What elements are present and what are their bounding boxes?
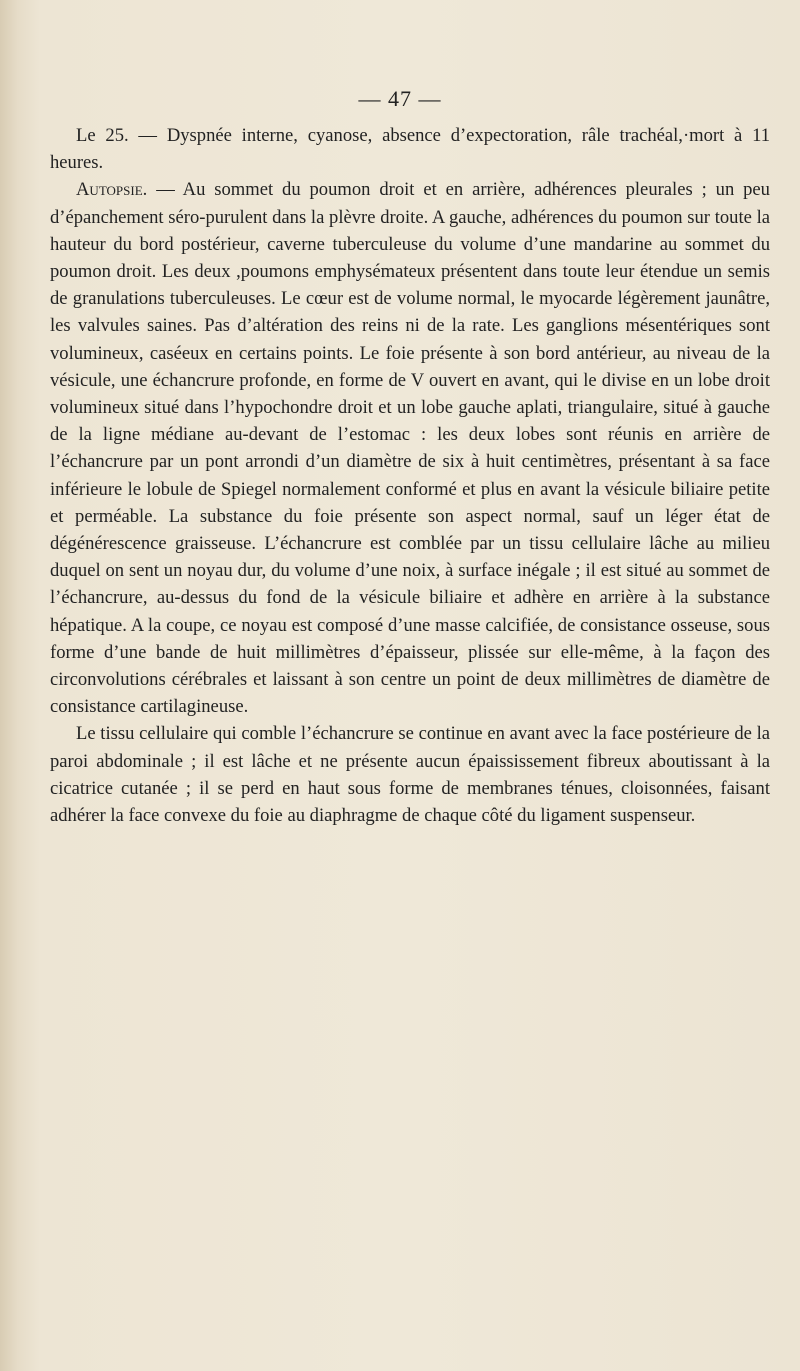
paragraph-autopsy [50, 176, 770, 720]
page-number: — 47 — [358, 86, 442, 111]
autopsy-text: — Au sommet du poumon droit et en arrière, adhérences pleurales ; un peu d’épanchement séro-purulent dans la plèvre droite. A gauche, adhérences du poumon sur toute la hauteur du bord postérieur, caverne tuberculeuse du volume d’une mandarine au sommet du poumon droit. Les deux ,poumons emphysémateux présentent dans toute leur étendue un semis de granulations tuberculeuses. Le cœur est de volume normal, le myocarde légèrement jaunâtre, les valvules saines. Pas d’altération des reins ni de la rate. Les ganglions mésentériques sont volumineux, caséeux en certains points. Le foie présente à son bord antérieur, au niveau de la vésicule, une échancrure profonde, en forme de V ouvert en avant, qui le divise en un lobe droit volumineux situé dans l’hypochondre droit et un lobe gauche aplati, triangulaire, situé à gauche de la ligne médiane au-devant de l’estomac : les deux lobes sont réunis en arrière de l’échancrure par un pont arrondi d’un diamètre de six à huit centimètres, présentant à sa face inférieure le lobule de Spiegel normalement conformé et plus en avant la vésicule biliaire petite et perméable. La substance du foie présente son aspect normal, sauf un léger état de dégénérescence graisseuse. L’échancrure est comblée par un tissu cellulaire lâche au milieu duquel on sent un noyau dur, du volume d’une noix, à surface inégale ; il est situé au sommet de l’échancrure, au-dessus du fond de la vésicule biliaire et adhère en arrière à la substance hépatique. A la coupe, ce noyau est composé d’une masse calcifiée, de consistance osseuse, sous forme d’une bande de huit millimètres d’épaisseur, plissée sur elle-même, à la façon des circonvolutions cérébrales et laissant à son centre un point de deux millimètres de diamètre de consistance cartilagineuse. [50, 179, 770, 718]
body-text [50, 122, 770, 829]
autopsy-heading: Autopsie. [76, 179, 148, 201]
paragraph-tissue: Le tissu cellulaire qui comble l’échancrure se continue en avant avec la face postérieure de la paroi abdominale ; il est lâche et ne présente aucun épaississement fibreux aboutissant à la cicatrice cutanée ; il se perd en haut sous forme de membranes ténues, cloisonnées, faisant adhérer la face convexe du foie au diaphragme de chaque côté du ligament suspenseur. [50, 723, 770, 827]
paragraph-clinical: Le 25. — Dyspnée interne, cyanose, absence d’expectoration, râle trachéal,·mort à 11 heures. [50, 125, 770, 174]
